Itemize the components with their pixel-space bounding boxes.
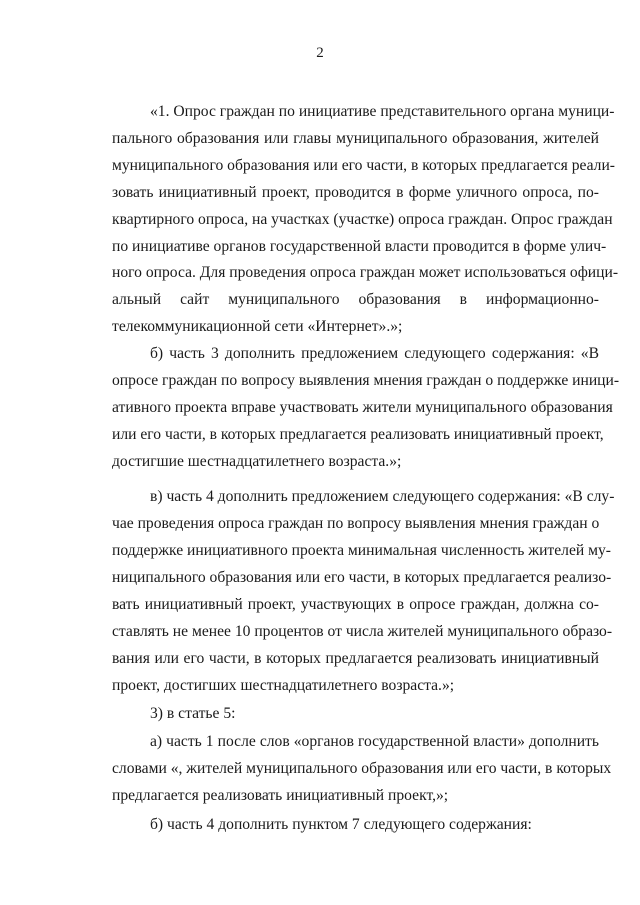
- text-line: проект, достигших шестнадцатилетнего возраста.»;: [112, 677, 455, 694]
- text-line: словами «, жителей муниципального образования или его части, в которых: [112, 760, 612, 777]
- text-line: опросе граждан по вопросу выявления мнения граждан о поддержке иници-: [112, 372, 620, 389]
- text-line: предлагается реализовать инициативный проект,»;: [112, 787, 449, 804]
- text-line: поддержке инициативного проекта минимальная численность жителей му-: [112, 542, 611, 559]
- text-line: в) часть 4 дополнить предложением следующего содержания: «В слу-: [150, 488, 615, 505]
- text-line: телекоммуникационной сети «Интернет».»;: [112, 318, 403, 335]
- text-line: «1. Опрос граждан по инициативе представительного органа муници-: [150, 103, 615, 120]
- text-line: ного опроса. Для проведения опроса граждан может использоваться офици-: [112, 264, 619, 281]
- text-line: б) часть 3 дополнить предложением следующего содержания: «В: [150, 345, 599, 362]
- text-line: муниципального образования или его части, в которых предлагается реали-: [112, 157, 616, 174]
- text-line: б) часть 4 дополнить пунктом 7 следующего содержания:: [150, 816, 532, 833]
- text-line: по инициативе органов государственной власти проводится в форме улич-: [112, 238, 607, 255]
- text-line: альный сайт муниципального образования в информационно-: [112, 291, 599, 308]
- text-line: или его части, в которых предлагается реализовать инициативный проект,: [112, 426, 604, 443]
- text-line: ативного проекта вправе участвовать жители муниципального образования: [112, 399, 613, 416]
- text-line: ниципального образования или его части, в которых предлагается реализо-: [112, 569, 612, 586]
- text-line: зовать инициативный проект, проводится в форме уличного опроса, по-: [112, 184, 599, 201]
- text-line: пального образования или главы муниципального образования, жителей: [112, 130, 599, 147]
- text-line: достигшие шестнадцатилетнего возраста.»;: [112, 453, 402, 470]
- text-line: 3) в статье 5:: [150, 705, 236, 722]
- text-line: ставлять не менее 10 процентов от числа жителей муниципального образо-: [112, 623, 613, 640]
- text-line: чае проведения опроса граждан по вопросу выявления мнения граждан о: [112, 515, 600, 532]
- text-line: квартирного опроса, на участках (участке) опроса граждан. Опрос граждан: [112, 211, 613, 228]
- text-line: а) часть 1 после слов «органов государственной власти» дополнить: [150, 733, 599, 750]
- text-line: вать инициативный проект, участвующих в опросе граждан, должна со-: [112, 596, 599, 613]
- text-line: вания или его части, в которых предлагается реализовать инициативный: [112, 650, 599, 667]
- page-number: 2: [316, 45, 324, 61]
